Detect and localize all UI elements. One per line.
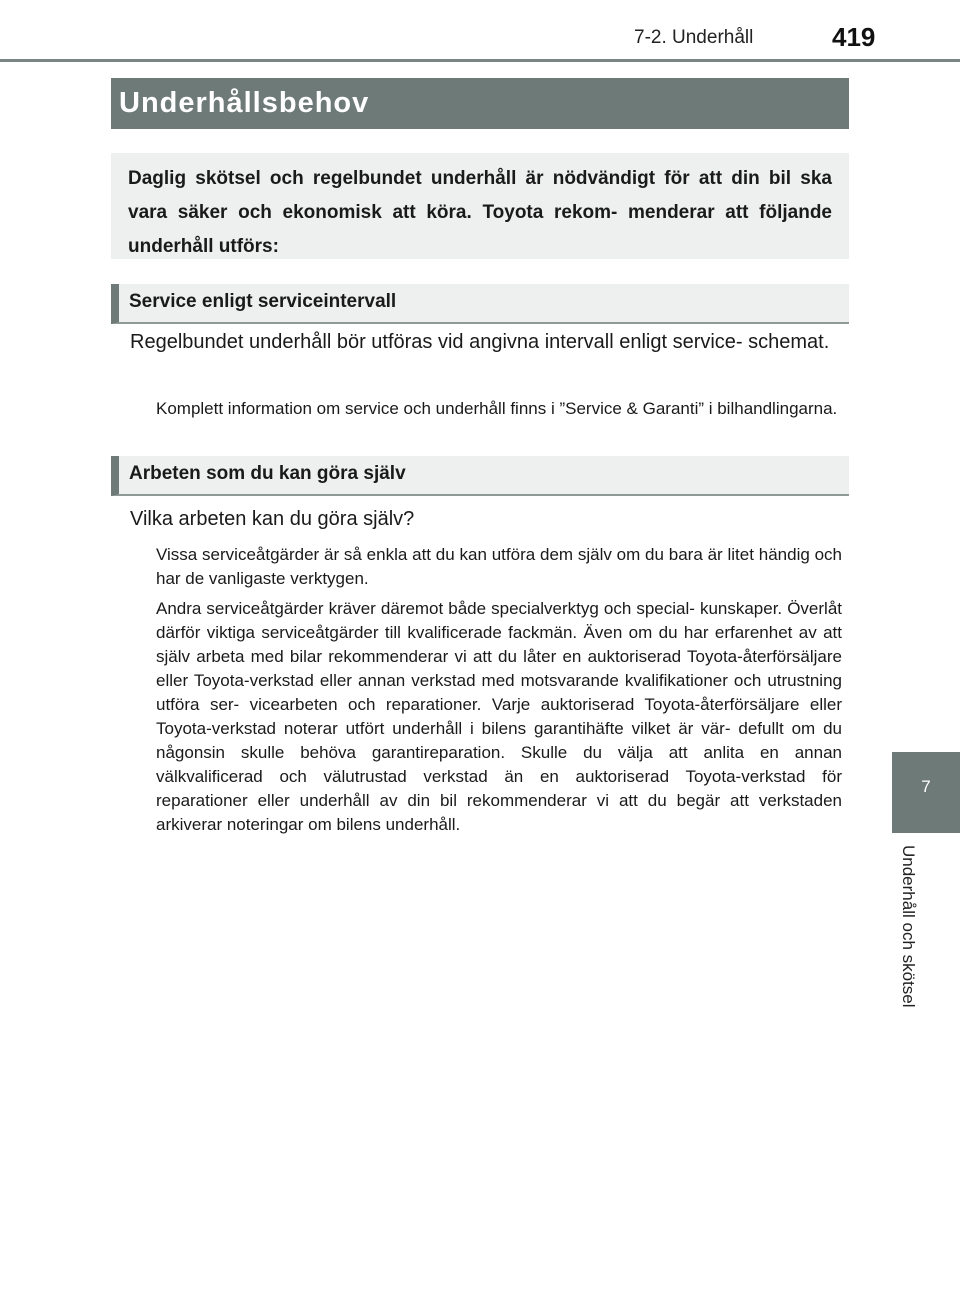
chapter-tab	[892, 752, 960, 833]
section-heading-diy	[111, 456, 849, 496]
header-section-title: 7-2. Underhåll	[634, 27, 754, 48]
section-paragraph: Komplett information om service och underhåll finns i ”Service & Garanti” i bilhandlingarna.	[156, 399, 838, 418]
section-lead: Vilka arbeten kan du göra själv?	[130, 508, 415, 530]
chapter-title: Underhåll och skötsel	[899, 845, 918, 1008]
chapter-side-label	[890, 845, 940, 1045]
header-divider	[0, 59, 960, 62]
intro-text: Daglig skötsel och regelbundet underhåll är nödvändigt för att din bil ska vara säker och ekonomisk att köra. Toyota rekom- menderar att följande underhåll utförs:	[128, 168, 832, 257]
section-heading-text: Arbeten som du kan göra själv	[129, 463, 406, 484]
page-title: Underhållsbehov	[119, 87, 370, 119]
section-heading-text: Service enligt serviceintervall	[129, 291, 397, 312]
page-number: 419	[832, 22, 876, 52]
section-paragraph: Andra serviceåtgärder kräver däremot både specialverktyg och special- kunskaper. Överlåt därför viktiga serviceåtgärder till kvalificerade fackmän. Även om du har erfarenhet av att själv arbeta med bilar rekommenderar vi att du låter en auktoriserad Toyota-återförsäljare eller Toyota-verkstad eller annan verkstad med motsvarande kvalifikationer och utrustning utföra ser- vicearbeten och reparationer. Varje auktoriserad Toyota-återförsäljare eller Toyota-verkstad noterar utfört underhåll i bilens garantihäfte vilket är vär- defullt om du någonsin skulle behöva garantireparation. Skulle du välja att anlita en annan välkvalificerad och välutrustad verkstad än en auktoriserad Toyota-verkstad för reparationer eller underhåll av din bil rekommenderar vi att du begär att verkstaden arkiverar noteringar om bilens underhåll.	[156, 599, 842, 834]
intro-box	[111, 153, 849, 259]
section-paragraph: Vissa serviceåtgärder är så enkla att du kan utföra dem själv om du bara är litet händig och har de vanligaste verktygen.	[156, 545, 842, 588]
section-lead: Regelbundet underhåll bör utföras vid angivna intervall enligt service- schemat.	[130, 331, 830, 353]
chapter-number: 7	[921, 777, 931, 796]
title-bar	[111, 78, 849, 129]
section-heading-service	[111, 284, 849, 324]
